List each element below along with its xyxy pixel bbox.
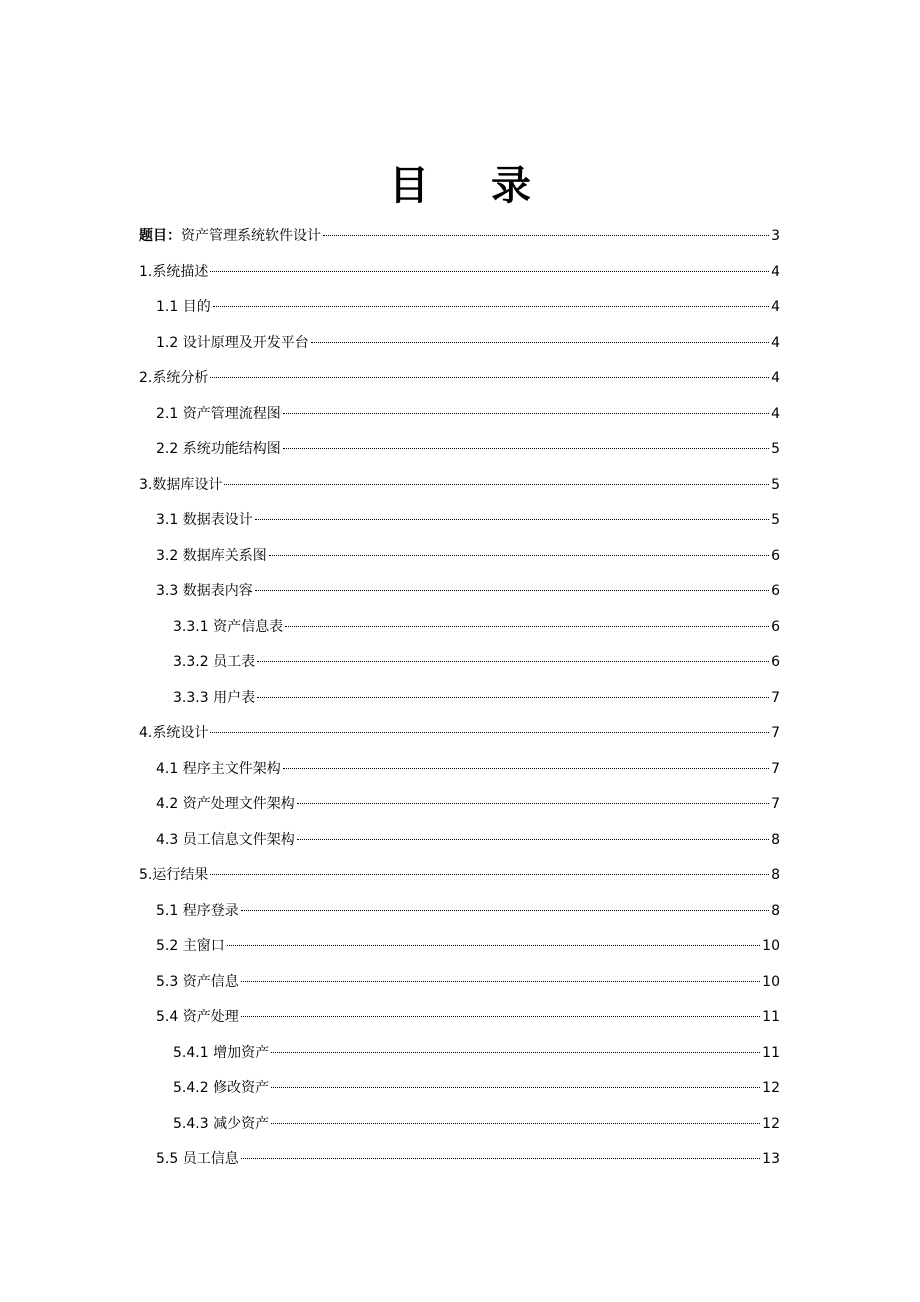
toc-entry-page-number: 7	[771, 689, 780, 706]
toc-entry-label-group	[139, 361, 208, 397]
toc-entry-label-group	[139, 716, 208, 752]
toc-leader-dots	[255, 590, 769, 591]
toc-entry-label: 5.4 资产处理	[156, 1009, 239, 1025]
toc-leader-dots	[271, 1123, 760, 1124]
toc-entry-label: 5.4.2 修改资产	[173, 1080, 270, 1096]
toc-entry-label: 4.2 资产处理文件架构	[156, 796, 295, 812]
toc-entry-page-number: 7	[771, 760, 780, 777]
toc-leader-dots	[210, 377, 769, 378]
toc-entry-page-number: 4	[771, 405, 780, 422]
toc-entry[interactable]	[139, 1107, 780, 1143]
toc-entry-label: 资产管理系统软件设计	[181, 228, 321, 244]
toc-entry-page-number: 12	[762, 1080, 780, 1096]
toc-leader-dots	[311, 342, 769, 343]
toc-entry-page-number: 5	[771, 512, 780, 528]
toc-entry[interactable]	[139, 965, 780, 1001]
toc-leader-dots	[323, 235, 769, 236]
toc-entry-label: 2.1 资产管理流程图	[156, 405, 281, 422]
toc-entry-page-number: 4	[771, 334, 780, 351]
toc-entry-label-group	[156, 787, 295, 823]
toc-entry-label-group	[156, 432, 281, 468]
toc-entry-label-group	[156, 290, 211, 326]
toc-entry[interactable]	[139, 432, 780, 468]
toc-leader-dots	[210, 874, 769, 875]
toc-entry[interactable]	[139, 894, 780, 930]
toc-entry[interactable]	[139, 397, 780, 433]
toc-leader-dots	[257, 697, 769, 698]
toc-leader-dots	[283, 413, 769, 414]
toc-leader-dots	[269, 555, 769, 556]
toc-entry-page-number: 4	[771, 299, 780, 315]
toc-entry-label-group	[156, 1000, 239, 1036]
toc-entry-label: 5.4.3 减少资产	[173, 1115, 270, 1132]
toc-entry-page-number: 4	[771, 370, 780, 386]
toc-entry-label: 5.4.1 增加资产	[173, 1044, 270, 1061]
toc-entry-label-group	[156, 1142, 239, 1178]
toc-entry-page-number: 5	[771, 441, 780, 457]
toc-entry-label-group	[173, 1107, 269, 1143]
toc-leader-dots	[210, 732, 769, 733]
toc-entry-page-number: 5	[771, 476, 780, 493]
toc-entry-label-group	[173, 1036, 269, 1072]
toc-entry[interactable]	[139, 255, 780, 291]
toc-entry-page-number: 8	[771, 902, 780, 919]
toc-leader-dots	[283, 768, 769, 769]
toc-entry[interactable]	[139, 645, 780, 681]
toc-entry-page-number: 11	[762, 1044, 780, 1061]
toc-leader-dots	[271, 1052, 760, 1053]
toc-leader-dots	[257, 661, 769, 662]
toc-entry-label: 2.系统分析	[139, 370, 209, 386]
toc-leader-dots	[241, 910, 769, 911]
toc-entry-label: 4.1 程序主文件架构	[156, 760, 281, 777]
toc-entry-label: 2.2 系统功能结构图	[156, 441, 281, 457]
toc-entry-page-number: 6	[771, 547, 780, 564]
toc-entry-label-group	[156, 326, 309, 362]
toc-entry-label-group	[173, 610, 283, 646]
toc-entry-page-number: 7	[771, 796, 780, 812]
toc-leader-dots	[213, 306, 769, 307]
toc-leader-dots	[285, 626, 769, 627]
toc-entry-label-group	[156, 503, 253, 539]
toc-leader-dots	[241, 981, 760, 982]
toc-entry-label-group	[139, 219, 321, 255]
toc-leader-dots	[227, 945, 760, 946]
toc-leader-dots	[224, 484, 769, 485]
toc-entry-label-group	[173, 1071, 269, 1107]
toc-leader-dots	[297, 803, 769, 804]
toc-entry-label: 4.系统设计	[139, 725, 209, 741]
toc-entry[interactable]	[139, 361, 780, 397]
toc-leader-dots	[297, 839, 769, 840]
toc-entry[interactable]	[139, 1142, 780, 1178]
toc-entry-label: 5.2 主窗口	[156, 938, 225, 954]
toc-entry[interactable]	[139, 503, 780, 539]
toc-entry[interactable]	[139, 858, 780, 894]
toc-entry[interactable]	[139, 290, 780, 326]
toc-entry-label: 3.1 数据表设计	[156, 512, 253, 528]
toc-entry-page-number: 8	[771, 867, 780, 883]
toc-entry[interactable]	[139, 929, 780, 965]
toc-entry[interactable]	[139, 1000, 780, 1036]
toc-title: 目 录	[389, 163, 555, 209]
toc-entry[interactable]	[139, 1071, 780, 1107]
toc-entry-label: 5.3 资产信息	[156, 973, 239, 990]
toc-entry[interactable]	[139, 716, 780, 752]
toc-entry-label: 3.3 数据表内容	[156, 583, 253, 599]
toc-entry-label-group	[139, 255, 208, 291]
toc-entry-page-number: 3	[771, 228, 780, 244]
toc-entry-page-number: 10	[762, 938, 780, 954]
toc-entry-page-number: 13	[762, 1151, 780, 1167]
toc-leader-dots	[283, 448, 769, 449]
toc-entry-label: 3.数据库设计	[139, 476, 223, 493]
toc-list	[139, 219, 780, 1178]
toc-entry-prefix: 题目：	[139, 228, 181, 244]
toc-leader-dots	[241, 1158, 760, 1159]
toc-entry-label-group	[156, 752, 281, 788]
toc-entry-label: 1.系统描述	[139, 263, 209, 280]
toc-entry-label-group	[156, 574, 253, 610]
toc-entry[interactable]	[139, 574, 780, 610]
toc-entry-page-number: 6	[771, 618, 780, 635]
toc-entry-label-group	[156, 965, 239, 1001]
toc-entry-label: 3.3.3 用户表	[173, 689, 256, 706]
toc-entry[interactable]	[139, 610, 780, 646]
toc-entry-label: 5.5 员工信息	[156, 1151, 239, 1167]
toc-entry[interactable]	[139, 326, 780, 362]
toc-entry-label: 4.3 员工信息文件架构	[156, 831, 295, 848]
toc-entry-label-group	[139, 858, 208, 894]
toc-entry-label-group	[139, 468, 222, 504]
toc-entry-page-number: 12	[762, 1115, 780, 1132]
toc-entry-label-group	[156, 929, 225, 965]
toc-entry[interactable]	[139, 468, 780, 504]
toc-leader-dots	[210, 271, 769, 272]
toc-entry-label: 1.2 设计原理及开发平台	[156, 334, 309, 351]
toc-entry-label-group	[173, 645, 255, 681]
toc-entry-label: 1.1 目的	[156, 299, 211, 315]
toc-entry-page-number: 6	[771, 654, 780, 670]
toc-entry-label-group	[173, 681, 255, 717]
toc-entry-label: 3.3.1 资产信息表	[173, 618, 284, 635]
toc-leader-dots	[271, 1087, 760, 1088]
toc-entry-label-group	[156, 894, 239, 930]
toc-entry[interactable]	[139, 681, 780, 717]
toc-entry[interactable]	[139, 539, 780, 575]
toc-leader-dots	[255, 519, 769, 520]
toc-entry-page-number: 6	[771, 583, 780, 599]
toc-leader-dots	[241, 1016, 760, 1017]
toc-entry-label: 5.1 程序登录	[156, 902, 239, 919]
toc-entry-label: 3.2 数据库关系图	[156, 547, 267, 564]
toc-entry-page-number: 10	[762, 973, 780, 990]
toc-entry-label-group	[156, 397, 281, 433]
toc-entry-label-group	[156, 539, 267, 575]
toc-entry[interactable]	[139, 823, 780, 859]
toc-entry[interactable]	[139, 1036, 780, 1072]
toc-entry[interactable]	[139, 787, 780, 823]
toc-entry-label: 5.运行结果	[139, 867, 209, 883]
toc-entry-page-number: 7	[771, 725, 780, 741]
toc-entry-label: 3.3.2 员工表	[173, 654, 256, 670]
toc-entry[interactable]	[139, 752, 780, 788]
toc-entry-page-number: 4	[771, 263, 780, 280]
toc-entry-page-number: 8	[771, 831, 780, 848]
toc-entry[interactable]	[139, 219, 780, 255]
toc-entry-page-number: 11	[762, 1009, 780, 1025]
toc-entry-label-group	[156, 823, 295, 859]
